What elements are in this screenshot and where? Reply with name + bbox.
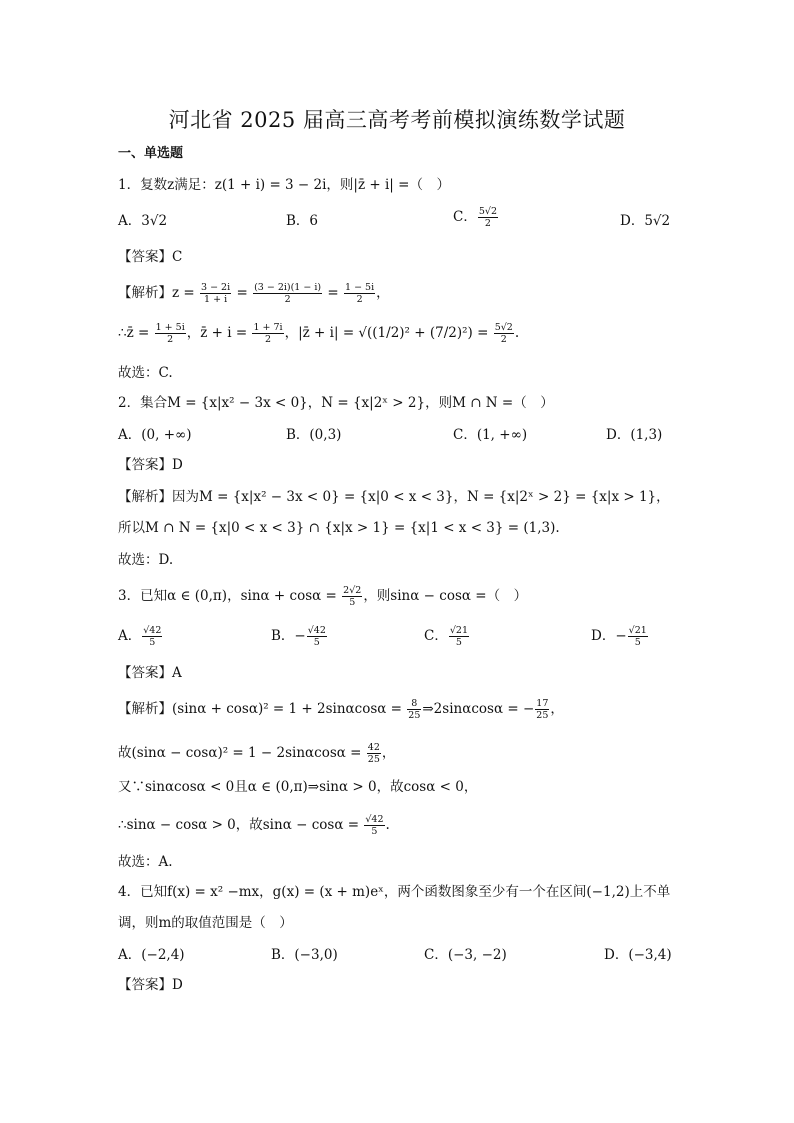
page-title: 河北省 2025 届高三高考考前模拟演练数学试题 [168,108,626,132]
q2-option-c: C．(1, +∞) [453,427,528,443]
q3-conclusion: 故选：A. [118,854,173,870]
q3-option-b: B．− $\frac{√42}{5}$ [271,625,326,648]
q4-option-c: C．(−3, −2) [424,947,507,963]
q4-stem-line1: 4．已知f(x) = x² −mx，g(x) = (x + m)eˣ，两个函数图象至少有一个在区间(−1,2)上不单 [118,884,671,900]
q1-option-b: B．6 [286,213,319,229]
q1-option-c-fraction: $\frac{5√2}{2}$ [478,206,497,229]
q3-analysis-line3: 又∵sinαcosα < 0且α ∈ (0,π)⇒sinα > 0，故cosα < 0， [118,779,478,795]
q2-answer: 【答案】D [118,457,183,473]
q1-analysis-line2: ∴z̄ = $\frac{1 + 5i}{2}$ ，z̄ + i = $\frac{1 + 7i}{2}$ ，|z̄ + i| = √((1/2)² + (7/2)²) = $\frac{5√2}{2}$ . [118,322,520,345]
q1-option-d: D．5√2 [620,213,671,229]
q4-answer: 【答案】D [118,977,183,993]
q2-option-b: B．(0,3) [286,427,342,443]
q1-answer: 【答案】C [118,249,183,265]
q3-analysis-line1: 【解析】(sinα + cosα)² = 1 + 2sinαcosα = $\frac{8}{25}$ ⇒2sinαcosα = − $\frac{17}{25}$ ， [118,698,564,721]
q3-analysis-line4: ∴sinα − cosα > 0，故sinα − cosα = $\frac{√42}{5}$ . [118,814,390,837]
q1-option-c: C． $\frac{5√2}{2}$ [453,206,497,229]
q3-stem: 3．已知α ∈ (0,π)，sinα + cosα = $\frac{2√2}{5}$ ，则sinα − cosα =（ ） [118,585,528,608]
q3-option-c: C． $\frac{√21}{5}$ [424,625,468,648]
q4-option-b: B．(−3,0) [271,947,338,963]
section-heading: 一、单选题 [118,146,184,161]
q2-option-d: D．(1,3) [606,427,663,443]
q2-analysis-line1: 【解析】因为M = {x|x² − 3x < 0} = {x|0 < x < 3}，N = {x|2ˣ > 2} = {x|x > 1}， [118,489,670,505]
q1-analysis-line1: 【解析】z = $\frac{3 - 2i}{1 + i}$ = $\frac{(3 - 2i)(1 - i)}{2}$ = $\frac{1 - 5i}{2}$ ， [118,282,390,305]
q3-answer: 【答案】A [118,665,182,681]
q3-option-d: D．− $\frac{√21}{5}$ [591,625,647,648]
q3-analysis-line2: 故(sinα − cosα)² = 1 − 2sinαcosα = $\frac{42}{25}$ ， [118,742,396,765]
q4-option-a: A．(−2,4) [118,947,185,963]
q1-option-a: A．3√2 [118,213,168,229]
q4-option-d: D．(−3,4) [604,947,672,963]
q2-stem: 2．集合M = {x|x² − 3x < 0}，N = {x|2ˣ > 2}，则M ∩ N =（ ） [118,395,554,411]
q1-stem: 1．复数z满足：z(1 + i) = 3 − 2i，则|z̄ + i| =（ ） [118,177,450,193]
q3-option-a: A． $\frac{√42}{5}$ [118,625,162,648]
q4-stem-line2: 调，则m的取值范围是（ ） [118,915,293,931]
q2-option-a: A．(0, +∞) [118,427,192,443]
q2-conclusion: 故选：D. [118,552,174,568]
q2-analysis-line2: 所以M ∩ N = {x|0 < x < 3} ∩ {x|x > 1} = {x|1 < x < 3} = (1,3). [118,520,560,536]
q1-conclusion: 故选：C. [118,365,173,381]
